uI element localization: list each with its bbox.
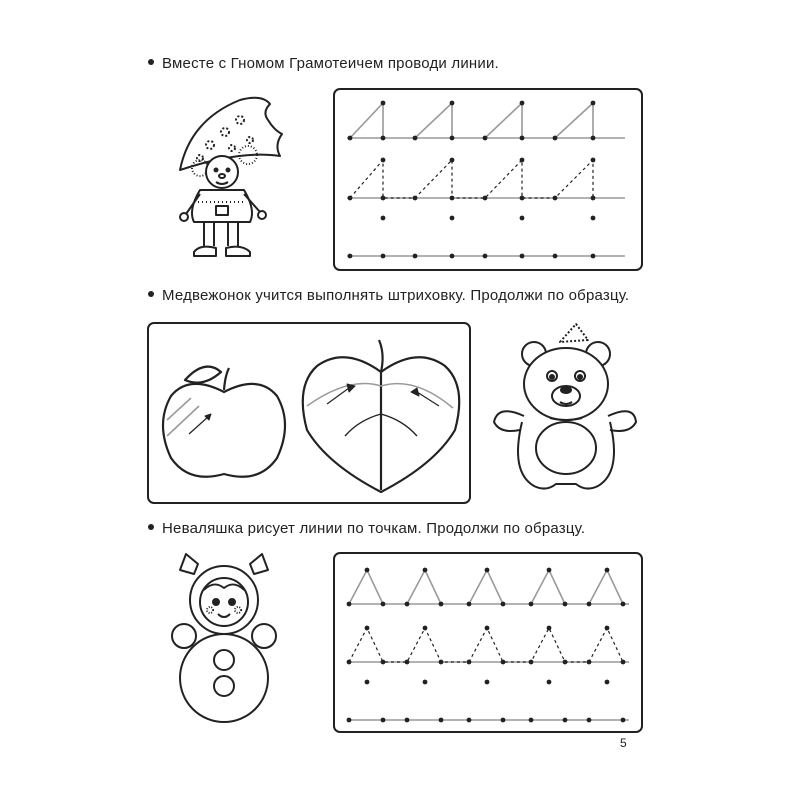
bullet-icon: [148, 291, 154, 297]
exercise-panel-diagonals: [333, 88, 643, 271]
instruction-doll: [148, 520, 585, 537]
instruction-text: Вместе с Гномом Грамотеичем проводи линии.: [162, 55, 499, 72]
exercise-panel-zigzags: [333, 552, 643, 733]
leaf-icon: [303, 340, 459, 492]
apple-icon: [163, 367, 285, 477]
instruction-bear: [148, 287, 629, 304]
page-number: 5: [620, 736, 627, 750]
instruction-text: Неваляшка рисует линии по точкам. Продолжи по образцу.: [162, 520, 586, 537]
instruction-gnome: [148, 55, 499, 72]
bullet-icon: [148, 524, 154, 530]
gnome-icon: [170, 90, 290, 270]
bullet-icon: [148, 59, 154, 65]
exercise-panel-shading: [147, 322, 471, 504]
instruction-text: Медвежонок учится выполнять штриховку. Продолжи по образцу.: [162, 287, 630, 304]
bear-icon: [490, 322, 640, 502]
roly-poly-doll-icon: [168, 550, 280, 730]
